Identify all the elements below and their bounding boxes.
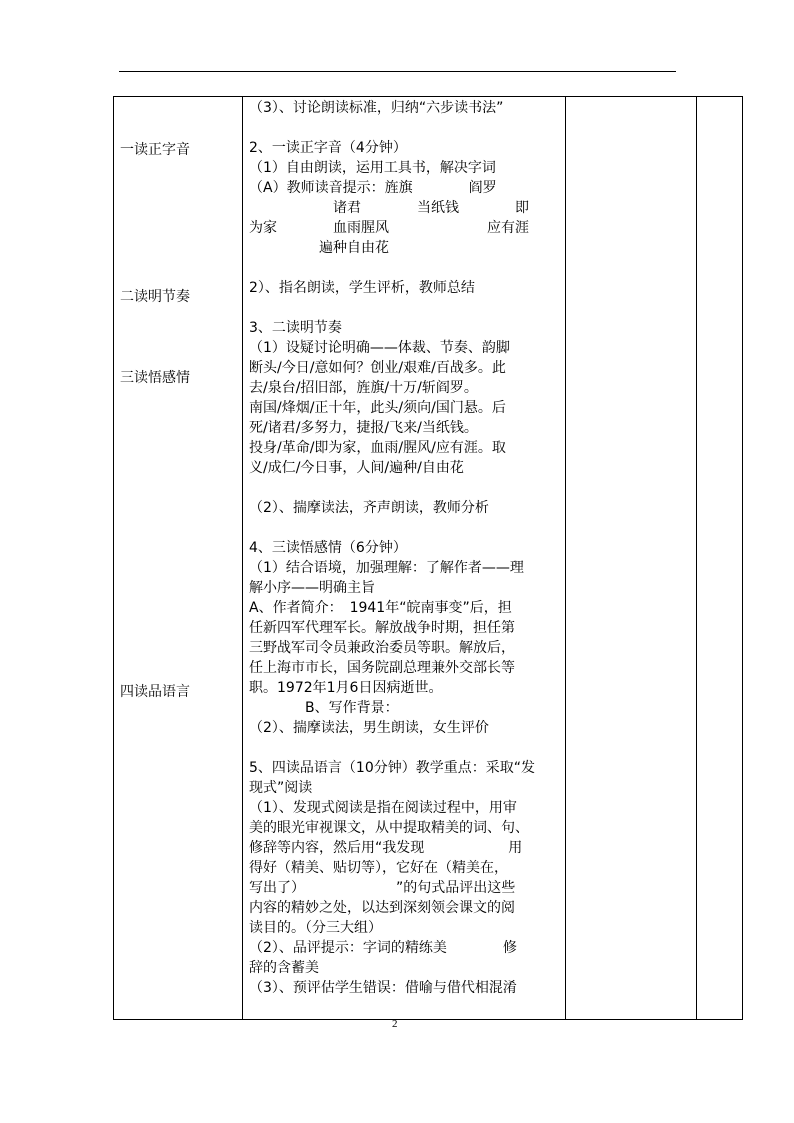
content-line: 3、二读明节奏 (249, 320, 342, 336)
content-line: 职。1972年1月6日因病逝世。 (249, 680, 443, 696)
content-line: 义/成仁/今日事，人间/遍种/自由花 (249, 460, 464, 476)
column-divider (565, 97, 566, 1019)
stage-label-3: 三读悟感情 (120, 370, 190, 386)
content-line: 任上海市市长，国务院副总理兼外交部长等 (249, 660, 515, 676)
blank-line (249, 298, 564, 318)
content-line: 美的眼光审视课文，从中提取精美的词、句、 (249, 820, 529, 836)
content-line: 5、四读品语言（10分钟）教学重点：采取“发 (249, 760, 535, 776)
content-line: 去/泉台/招旧部，旌旗/十万/斩阎罗。 (249, 380, 478, 396)
lesson-table (113, 96, 743, 1020)
stage-label-4: 四读品语言 (120, 684, 190, 700)
content-line: 断头/今日/意如何？创业/艰难/百战多。此 (249, 360, 506, 376)
content-line: （2）、品评提示：字词的精练美 修 (249, 940, 517, 956)
content-line: （1）结合语境，加强理解：了解作者——理 (249, 560, 524, 576)
content-line: 诸君 当纸钱 即 (249, 200, 529, 216)
content-line: 内容的精妙之处，以达到深刻领会课文的阅 (249, 900, 515, 916)
page-number: 2 (392, 1018, 398, 1030)
content-line: 死/诸君/多努力，捷报/飞来/当纸钱。 (249, 420, 478, 436)
blank-line (249, 258, 564, 278)
content-line: 2、一读正字音（4分钟） (249, 140, 407, 156)
content-line: 解小序——明确主旨 (249, 580, 375, 596)
content-line: 2）、指名朗读，学生评析，教师总结 (249, 280, 475, 296)
content-line: B、写作背景： (249, 700, 399, 716)
content-line: （3）、预评估学生错误：借喻与借代相混淆 (249, 980, 517, 996)
content-line: 读目的。（分三大组） (249, 920, 382, 936)
content-line: A、作者简介： 1941年“皖南事变”后，担 (249, 600, 512, 616)
content-line: （3）、讨论朗读标准，归纳“六步读书法” (249, 100, 504, 116)
teaching-process-column (249, 98, 564, 998)
content-line: 遍种自由花 (249, 240, 389, 256)
content-line: 修辞等内容，然后用“我发现 用 (249, 840, 523, 856)
column-divider (696, 97, 697, 1019)
content-line: 现式”阅读 (249, 780, 313, 796)
header-rule (119, 71, 676, 72)
content-line: （1）自由朗读，运用工具书，解决字词 (249, 160, 496, 176)
content-line: 得好（精美、贴切等），它好在（精美在， (249, 860, 508, 876)
stage-label-2: 二读明节奏 (120, 289, 190, 305)
stage-label-1: 一读正字音 (120, 142, 190, 158)
content-line: 辞的含蓄美 (249, 960, 319, 976)
blank-line (249, 118, 564, 138)
content-line: 南国/烽烟/正十年，此头/须向/国门悬。后 (249, 400, 506, 416)
content-line: （2）、揣摩读法，齐声朗读，教师分析 (249, 500, 489, 516)
content-line: 4、三读悟感情（6分钟） (249, 540, 407, 556)
content-line: （2）、揣摩读法，男生朗读，女生评价 (249, 720, 489, 736)
blank-line (249, 518, 564, 538)
content-line: （1）、发现式阅读是指在阅读过程中，用审 (249, 800, 517, 816)
blank-line (249, 478, 564, 498)
content-line: 三野战军司令员兼政治委员等职。解放后， (249, 640, 515, 656)
content-line: 写出了） ”的句式品评出这些 (249, 880, 516, 896)
content-line: 任新四军代理军长。解放战争时期，担任第 (249, 620, 515, 636)
content-line: 投身/革命/即为家，血雨/腥风/应有涯。取 (249, 440, 506, 456)
content-line: （A）教师读音提示：旌旗 阎罗 (249, 180, 497, 196)
blank-line (249, 738, 564, 758)
column-divider (242, 97, 243, 1019)
content-line: 为家 血雨腥风 应有涯 (249, 220, 529, 236)
content-line: （1）设疑讨论明确——体裁、节奏、韵脚 (249, 340, 510, 356)
